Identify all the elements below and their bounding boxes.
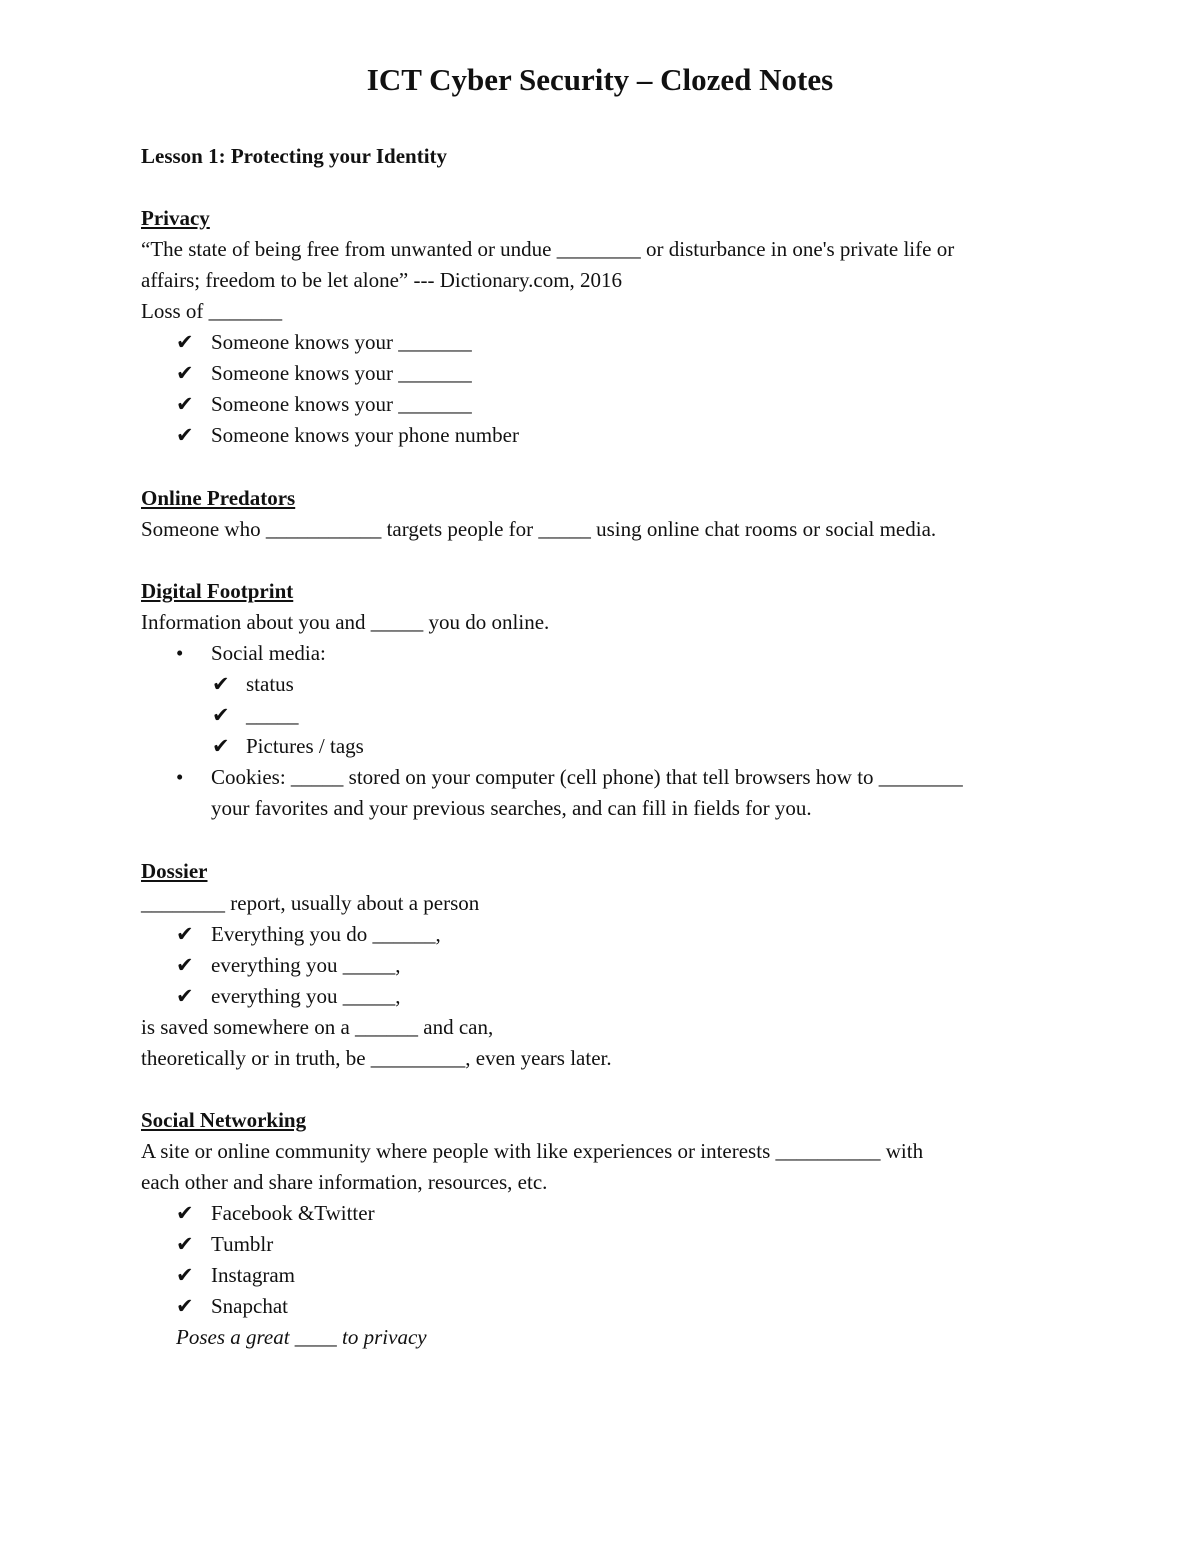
footprint-check-item: Pictures / tags bbox=[246, 734, 364, 758]
privacy-definition-line-1: “The state of being free from unwanted or undue ________ or disturbance in one's private life or bbox=[141, 237, 955, 261]
predators-definition: Someone who ___________ targets people for _____ using online chat rooms or social media. bbox=[141, 517, 937, 541]
privacy-check-item: Someone knows your _______ bbox=[211, 330, 472, 354]
social-definition-line-1: A site or online community where people with like experiences or interests __________ with bbox=[141, 1139, 924, 1163]
social-definition-line-2: each other and share information, resources, etc. bbox=[141, 1170, 548, 1194]
social-closing-line: Poses a great ____ to privacy bbox=[176, 1325, 427, 1349]
dossier-line-3: theoretically or in truth, be _________, even years later. bbox=[141, 1046, 612, 1070]
check-icon: ✔ bbox=[176, 1263, 194, 1287]
footprint-definition: Information about you and _____ you do online. bbox=[141, 610, 550, 634]
privacy-definition-line-2: affairs; freedom to be let alone” --- Dictionary.com, 2016 bbox=[141, 268, 623, 292]
check-icon: ✔ bbox=[176, 392, 194, 416]
privacy-check-item: Someone knows your phone number bbox=[211, 423, 519, 447]
dossier-check-item: Everything you do ______, bbox=[211, 922, 441, 946]
cookies-bullet-line-1: Cookies: _____ stored on your computer (cell phone) that tell browsers how to ________ bbox=[211, 765, 963, 789]
check-icon: ✔ bbox=[176, 922, 194, 946]
dossier-check-item: everything you _____, bbox=[211, 953, 401, 977]
footprint-heading: Digital Footprint bbox=[141, 579, 294, 603]
check-icon: ✔ bbox=[212, 672, 230, 696]
dossier-definition: ________ report, usually about a person bbox=[141, 891, 480, 915]
social-media-bullet: Social media: bbox=[211, 641, 326, 665]
social-check-item: Facebook &Twitter bbox=[211, 1201, 375, 1225]
social-heading: Social Networking bbox=[141, 1108, 307, 1132]
dossier-heading: Dossier bbox=[141, 859, 208, 883]
footprint-check-item: _____ bbox=[246, 703, 299, 727]
bullet-icon: • bbox=[176, 765, 184, 789]
social-check-item: Tumblr bbox=[211, 1232, 274, 1256]
privacy-check-item: Someone knows your _______ bbox=[211, 361, 472, 385]
predators-heading: Online Predators bbox=[141, 486, 296, 510]
check-icon: ✔ bbox=[212, 734, 230, 758]
check-icon: ✔ bbox=[176, 330, 194, 354]
social-check-item: Instagram bbox=[211, 1263, 295, 1287]
footprint-check-item: status bbox=[246, 672, 294, 696]
check-icon: ✔ bbox=[176, 984, 194, 1008]
check-icon: ✔ bbox=[176, 423, 194, 447]
check-icon: ✔ bbox=[212, 703, 230, 727]
social-check-item: Snapchat bbox=[211, 1294, 288, 1318]
bullet-icon: • bbox=[176, 641, 184, 665]
loss-of-line: Loss of _______ bbox=[141, 299, 283, 323]
check-icon: ✔ bbox=[176, 1201, 194, 1225]
check-icon: ✔ bbox=[176, 1232, 194, 1256]
check-icon: ✔ bbox=[176, 1294, 194, 1318]
check-icon: ✔ bbox=[176, 953, 194, 977]
privacy-check-item: Someone knows your _______ bbox=[211, 392, 472, 416]
page-title: ICT Cyber Security – Clozed Notes bbox=[366, 62, 834, 97]
check-icon: ✔ bbox=[176, 361, 194, 385]
cookies-bullet-line-2: your favorites and your previous searches, and can fill in fields for you. bbox=[211, 796, 812, 820]
lesson-heading: Lesson 1: Protecting your Identity bbox=[141, 144, 448, 168]
dossier-check-item: everything you _____, bbox=[211, 984, 401, 1008]
dossier-line-2: is saved somewhere on a ______ and can, bbox=[141, 1015, 494, 1039]
privacy-heading: Privacy bbox=[141, 206, 210, 230]
